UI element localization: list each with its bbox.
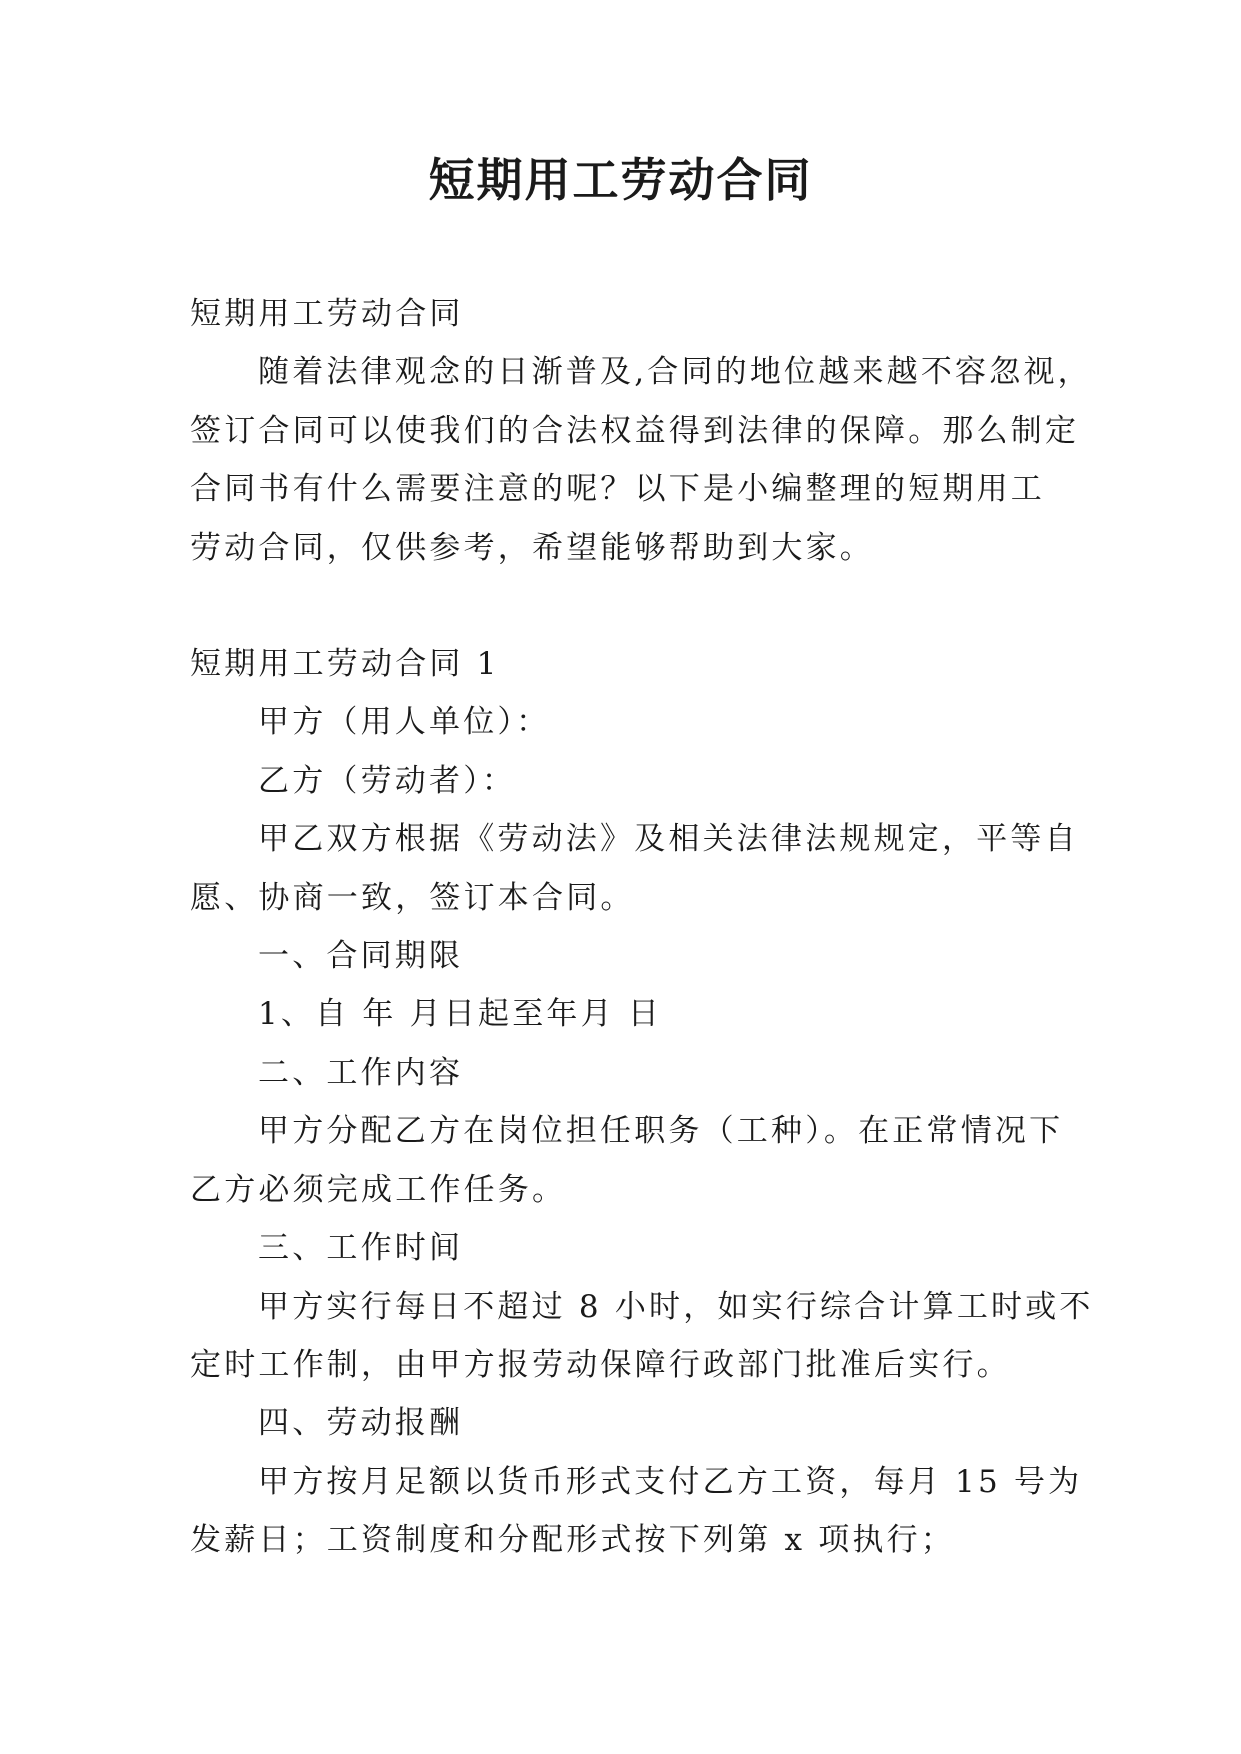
document-body bbox=[190, 285, 1094, 1570]
text-line: 四、劳动报酬 bbox=[258, 1405, 464, 1442]
paragraph-spacer bbox=[190, 577, 1050, 635]
text-line: 甲方分配乙方在岗位担任职务（工种）。在正常情况下 bbox=[258, 1113, 1064, 1150]
text-line: 乙方（劳动者）： bbox=[258, 762, 517, 799]
text-line: 1、自 年 月日起至年月 日 bbox=[258, 996, 663, 1033]
text-line: 甲乙双方根据《劳动法》及相关法律法规规定，平等自 bbox=[258, 821, 1079, 858]
text-line: 三、工作时间 bbox=[258, 1230, 464, 1267]
text-line: 一、合同期限 bbox=[258, 938, 464, 975]
text-line: 合同书有什么需要注意的呢？以下是小编整理的短期用工 bbox=[190, 471, 1045, 508]
text-line: 定时工作制，由甲方报劳动保障行政部门批准后实行。 bbox=[190, 1346, 1011, 1383]
document-title: 短期用工劳动合同 bbox=[428, 153, 813, 207]
text-line: 甲方（用人单位）： bbox=[258, 704, 551, 741]
text-line: 乙方必须完成工作任务。 bbox=[190, 1171, 567, 1208]
text-line: 甲方按月足额以货币形式支付乙方工资，每月 15 号为 bbox=[258, 1463, 1083, 1500]
text-line: 随着法律观念的日渐普及,合同的地位越来越不容忽视， bbox=[258, 354, 1092, 391]
text-line: 劳动合同，仅供参考，希望能够帮助到大家。 bbox=[190, 529, 874, 566]
text-line: 短期用工劳动合同 1 bbox=[190, 646, 500, 683]
text-line: 甲方实行每日不超过 8 小时，如实行综合计算工时或不 bbox=[258, 1288, 1094, 1325]
text-line: 短期用工劳动合同 bbox=[190, 296, 464, 332]
text-line: 二、工作内容 bbox=[258, 1054, 464, 1091]
text-line: 愿、协商一致，签订本合同。 bbox=[190, 879, 635, 916]
text-line: 签订合同可以使我们的合法权益得到法律的保障。那么制定 bbox=[190, 412, 1080, 449]
text-line: 发薪日；工资制度和分配形式按下列第 x 项执行； bbox=[190, 1522, 955, 1559]
